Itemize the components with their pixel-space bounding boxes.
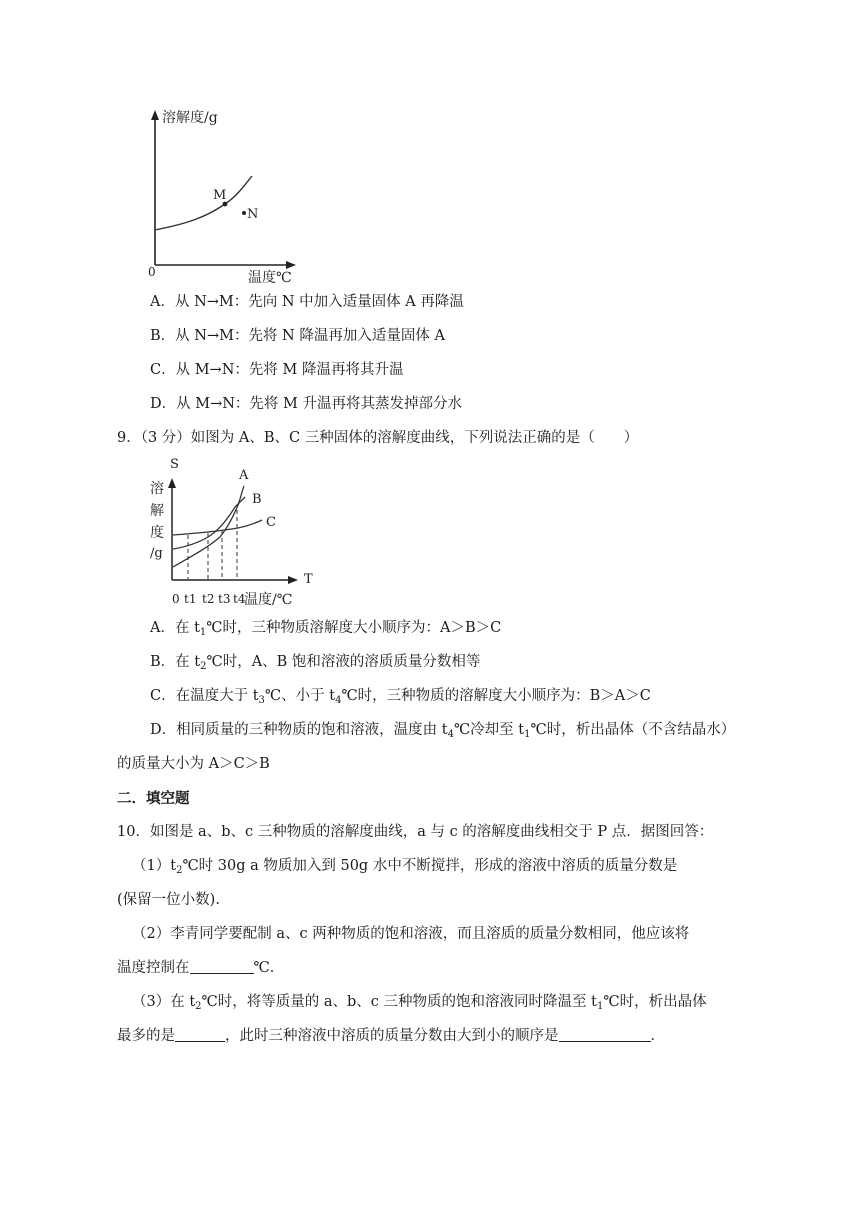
q9-option-d-line2: 的质量大小为 A＞C＞B <box>117 756 270 772</box>
x-axis-arrow <box>286 261 296 269</box>
chart2-xlabel: 温度/℃ <box>244 592 293 608</box>
curve-c <box>173 520 262 535</box>
chart1-origin: 0 <box>148 265 156 279</box>
x-axis-arrow <box>288 576 298 584</box>
chart2-tick-0: 0 <box>172 592 180 606</box>
chart1-point-n-label: N <box>247 207 259 222</box>
q10-part3-line2: 最多的是 ，此时三种溶液中溶质的质量分数由大到小的顺序是 ． <box>117 1028 665 1044</box>
q10-part2-line1: （2）李青同学要配制 a、c 两种物质的饱和溶液，而且溶质的质量分数相同，他应该将 <box>132 926 690 942</box>
chart2-tick-t2: t2 <box>202 592 215 606</box>
solubility-chart-abc <box>140 453 330 611</box>
q8-option-d: D．从 M→N：先将 M 升温再将其蒸发掉部分水 <box>150 396 462 412</box>
chart2-y-char-3: 度 <box>150 525 164 541</box>
curve-b <box>173 497 245 549</box>
chart2-tick-t4: t4 <box>233 592 246 606</box>
q10-part1-line1: $(1)t_2℃$时 30g a 物质加入到 50g 水中不断搅拌，形成的溶液中溶质的质量分数是 <box>132 858 678 876</box>
q8-option-c: C．从 M→N：先将 M 降温再将其升温 <box>150 362 404 378</box>
answer-blank-most-crystal[interactable] <box>175 1027 225 1042</box>
chart2-label-a: A <box>239 468 249 483</box>
q9-stem: 9．（3 分）如图为 A、B、C 三种固体的溶解度曲线，下列说法正确的是（ ） <box>117 430 639 446</box>
q8-option-b: B．从 N→M：先将 N 降温再加入适量固体 A <box>150 328 445 344</box>
point-n <box>242 211 246 215</box>
q9-option-b: B．在 $t_2℃$时，A、B 饱和溶液的溶质质量分数相等 <box>150 654 481 672</box>
q9-option-a: A．在 $t_1℃$时，三种物质溶解度大小顺序为：A＞B＞C <box>150 620 502 638</box>
chart2-t-label: T <box>304 572 313 587</box>
answer-blank-order[interactable] <box>559 1027 651 1042</box>
chart2-s-label: S <box>170 457 179 472</box>
chart2-tick-t3: t3 <box>218 592 231 606</box>
chart2-tick-t1: t1 <box>184 592 197 606</box>
y-axis-arrow <box>168 478 176 488</box>
chart2-y-char-4: /g <box>150 546 163 561</box>
chart1-ylabel: 溶解度/g <box>162 110 218 126</box>
q9-option-c: C．在温度大于 $t_3℃$、小于 $t_4℃$时，三种物质的溶解度大小顺序为：B＞A＞C <box>150 688 651 706</box>
q10-part2-line2: 温度控制在 ℃． <box>117 960 285 976</box>
answer-blank-temperature[interactable] <box>190 959 254 974</box>
solubility-chart-mn <box>140 100 320 290</box>
q10-part1-line2: (保留一位小数). <box>117 892 220 908</box>
chart2-label-b: B <box>252 492 262 507</box>
y-axis-arrow <box>151 110 159 120</box>
solubility-curve <box>155 176 252 230</box>
q10-part3-line1: （3）在 $t_2℃$时，将等质量的 a、b、c 三种物质的饱和溶液同时降温至 $t_1℃$时，析出晶体 <box>132 994 707 1012</box>
q8-option-a: A．从 N→M：先向 N 中加入适量固体 A 再降温 <box>150 294 464 310</box>
section-heading: 二．填空题 <box>117 790 190 807</box>
q10-stem: 10．如图是 a、b、c 三种物质的溶解度曲线，a 与 c 的溶解度曲线相交于 P 点．据图回答： <box>117 824 714 840</box>
chart2-y-char-1: 溶 <box>150 481 164 497</box>
chart1-point-m-label: M <box>213 188 227 203</box>
chart1-xlabel: 温度℃ <box>248 270 292 286</box>
chart2-y-char-2: 解 <box>150 503 164 519</box>
q9-option-d-line1: D．相同质量的三种物质的饱和溶液，温度由 $t_4℃$冷却至 $t_1℃$时，析出晶体（不含结晶水） <box>150 722 736 740</box>
chart2-label-c: C <box>266 515 276 530</box>
